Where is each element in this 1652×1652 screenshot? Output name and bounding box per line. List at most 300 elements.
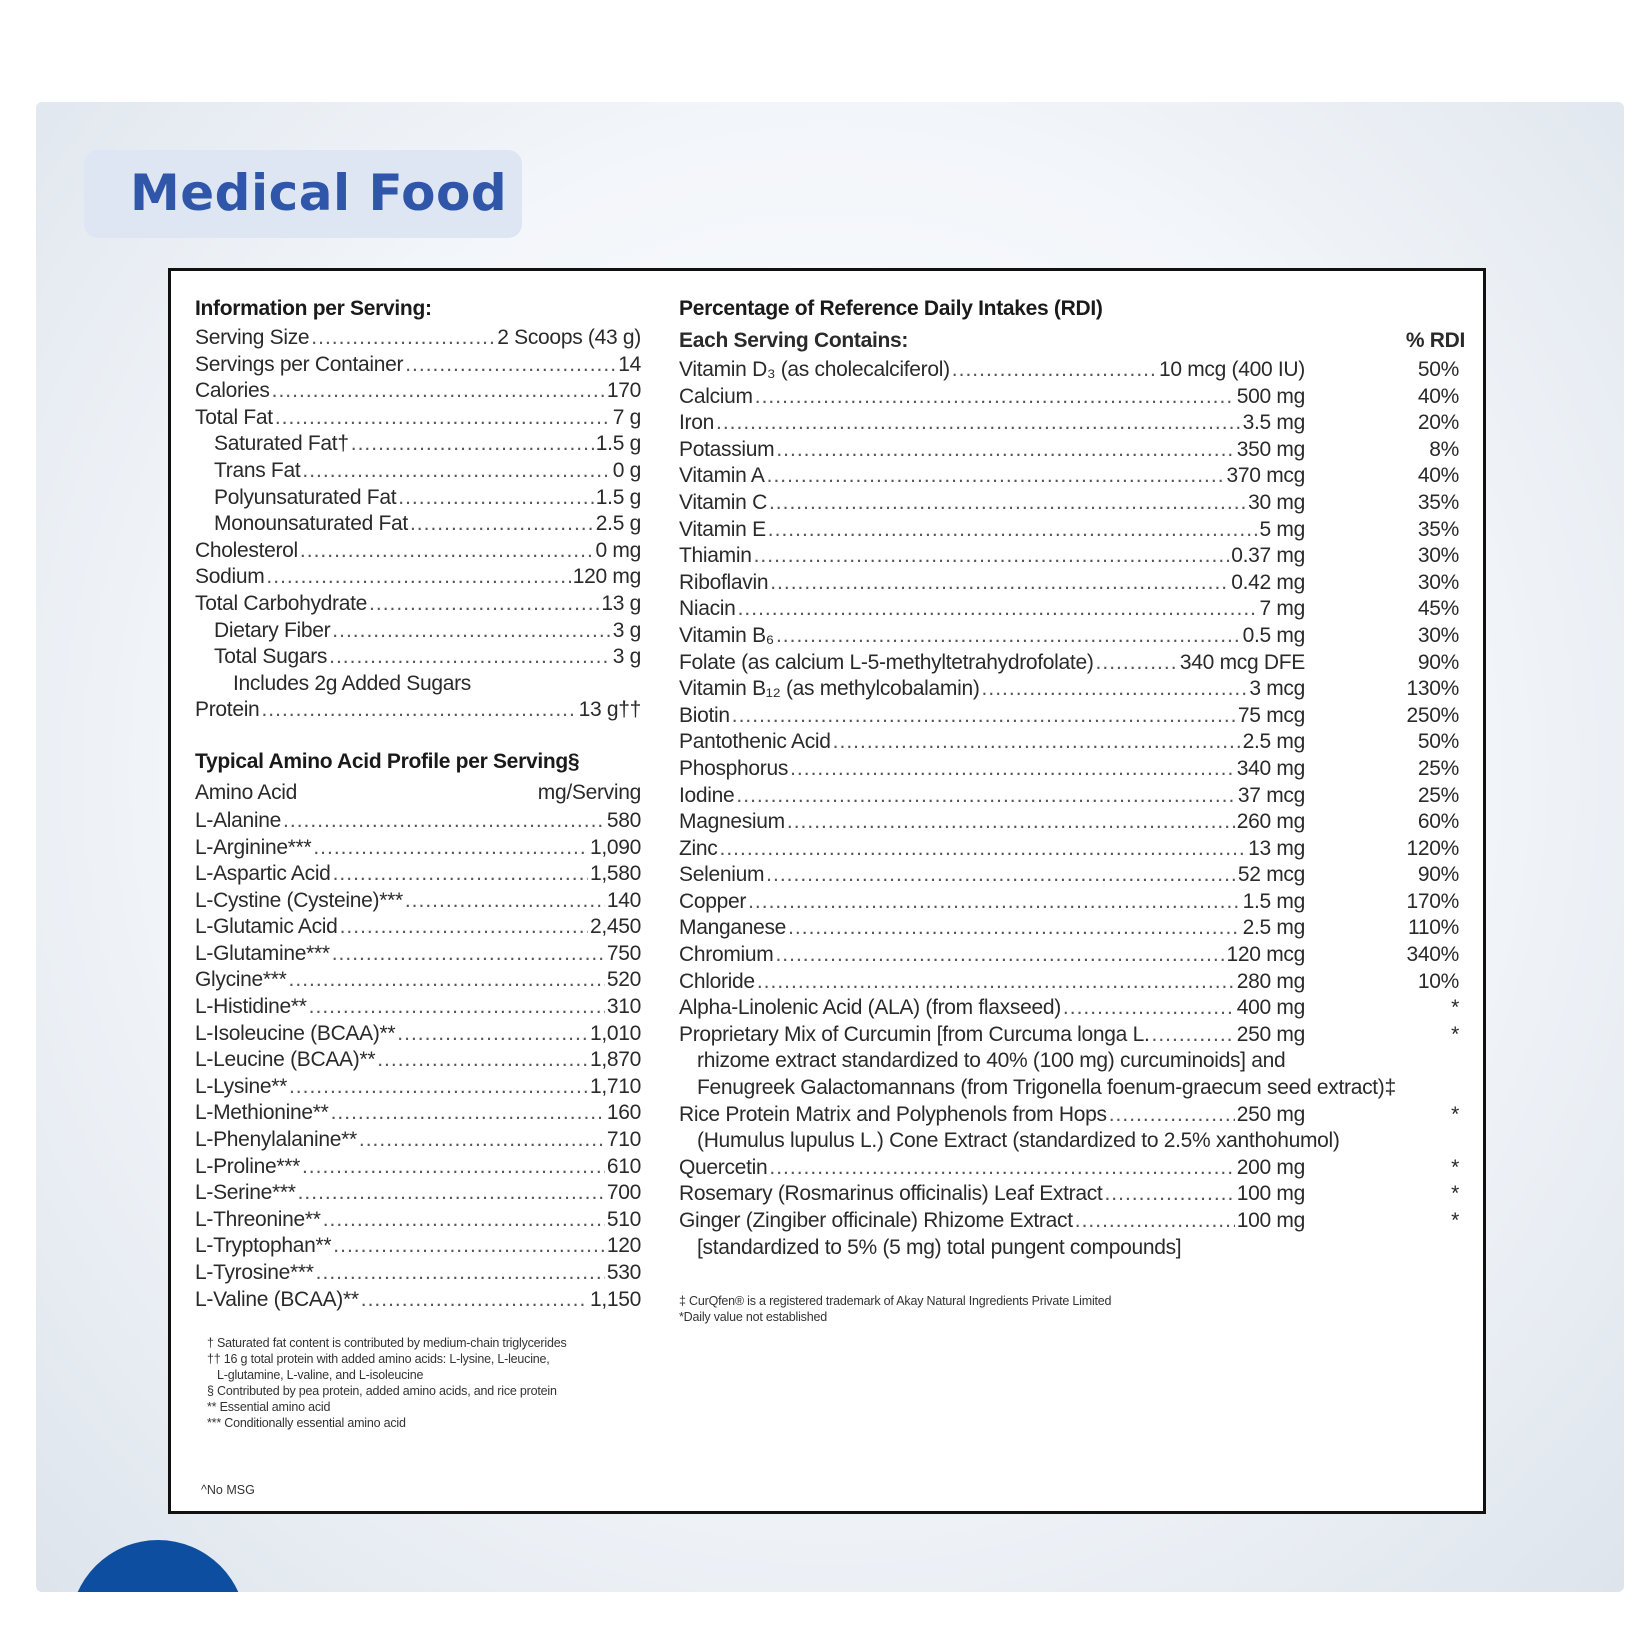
dot-leader bbox=[275, 405, 611, 432]
info-value: 13 g bbox=[601, 591, 641, 615]
dot-leader bbox=[369, 591, 599, 618]
rdi-row bbox=[679, 942, 1465, 969]
right-column bbox=[679, 293, 1465, 1261]
dot-leader bbox=[300, 538, 594, 565]
dot-leader bbox=[361, 1287, 588, 1314]
footnote-line: *** Conditionally essential amino acid bbox=[207, 1416, 406, 1430]
rdi-value: 250 mg bbox=[1236, 1102, 1305, 1126]
dot-leader bbox=[768, 517, 1258, 544]
amino-row bbox=[195, 808, 641, 835]
rdi-percent: 250% bbox=[1406, 703, 1459, 727]
rdi-main bbox=[679, 437, 1305, 464]
rdi-value: 10 mcg (400 IU) bbox=[1158, 358, 1305, 381]
decorative-circle bbox=[70, 1540, 246, 1592]
rdi-row bbox=[679, 1022, 1465, 1049]
amino-value: 530 bbox=[606, 1261, 641, 1284]
amino-label: L-Glutamine*** bbox=[195, 941, 330, 965]
amino-label: L-Valine (BCAA)** bbox=[195, 1287, 359, 1311]
rdi-main bbox=[679, 889, 1305, 916]
dot-leader bbox=[272, 378, 605, 405]
rdi-label: Pantothenic Acid bbox=[679, 730, 831, 754]
info-row bbox=[195, 325, 641, 352]
rdi-row bbox=[679, 756, 1465, 783]
rdi-label: Vitamin B₆ bbox=[679, 623, 774, 647]
rdi-value: 260 mg bbox=[1236, 810, 1305, 834]
rdi-main bbox=[679, 676, 1305, 703]
amino-label: L-Tyrosine*** bbox=[195, 1261, 314, 1284]
rdi-percent: * bbox=[1451, 1182, 1459, 1206]
amino-row bbox=[195, 835, 641, 862]
info-label: Protein bbox=[195, 698, 260, 722]
rdi-value: 370 mcg bbox=[1226, 464, 1305, 488]
dot-leader bbox=[309, 994, 605, 1021]
rdi-row bbox=[679, 490, 1465, 517]
rdi-row bbox=[679, 915, 1465, 942]
info-row bbox=[195, 591, 641, 618]
rdi-row bbox=[679, 437, 1465, 464]
info-label: Monounsaturated Fat bbox=[214, 512, 408, 536]
rdi-value: 340 mg bbox=[1236, 756, 1305, 780]
amino-row bbox=[195, 861, 641, 888]
dot-leader bbox=[952, 357, 1157, 384]
info-label: Total Sugars bbox=[214, 645, 328, 669]
amino-value: 1,150 bbox=[589, 1287, 641, 1311]
rdi-row bbox=[679, 889, 1465, 916]
rdi-row bbox=[679, 995, 1465, 1022]
info-value: 13 g†† bbox=[578, 698, 641, 722]
rdi-percent: * bbox=[1451, 1102, 1459, 1126]
rdi-label: Niacin bbox=[679, 597, 736, 621]
amino-value: 120 bbox=[606, 1234, 641, 1258]
info-value: 1.5 g bbox=[595, 432, 641, 456]
rdi-row bbox=[679, 623, 1465, 650]
rdi-row bbox=[679, 650, 1465, 677]
rdi-main bbox=[679, 995, 1305, 1022]
amino-footnotes bbox=[207, 1335, 627, 1431]
dot-leader bbox=[776, 437, 1234, 464]
rdi-percent: 60% bbox=[1417, 810, 1459, 834]
dot-leader bbox=[787, 809, 1235, 836]
rdi-pct-header: % RDI bbox=[1405, 329, 1465, 352]
rdi-label: Magnesium bbox=[679, 810, 785, 834]
rdi-row bbox=[679, 809, 1465, 836]
dot-leader bbox=[316, 1260, 605, 1287]
amino-value: 2,450 bbox=[589, 915, 641, 939]
dot-leader bbox=[1152, 1022, 1235, 1049]
rdi-percent: * bbox=[1451, 1022, 1459, 1046]
rdi-main bbox=[679, 357, 1305, 384]
amino-col-label: Amino Acid bbox=[195, 780, 298, 804]
dot-leader bbox=[1075, 1208, 1235, 1235]
rdi-percent: 25% bbox=[1417, 783, 1459, 807]
rdi-label: Vitamin E bbox=[679, 517, 766, 541]
rdi-label: Manganese bbox=[679, 916, 787, 940]
info-label: Trans Fat bbox=[214, 458, 301, 482]
rdi-value: 340 mcg DFE bbox=[1179, 650, 1305, 674]
info-label: Servings per Container bbox=[195, 352, 404, 376]
rdi-label: Selenium bbox=[679, 863, 765, 887]
dot-leader bbox=[732, 703, 1236, 730]
rdi-main bbox=[679, 1022, 1305, 1049]
dot-leader bbox=[261, 697, 576, 724]
dot-leader bbox=[748, 889, 1241, 916]
amino-row bbox=[195, 941, 641, 968]
dot-leader bbox=[776, 623, 1241, 650]
amino-value: 520 bbox=[606, 968, 641, 992]
dot-leader bbox=[332, 941, 605, 968]
rdi-percent: 10% bbox=[1417, 969, 1459, 993]
rdi-label: Chloride bbox=[679, 969, 755, 993]
rdi-value: 5 mg bbox=[1259, 517, 1305, 541]
info-label: Includes 2g Added Sugars bbox=[233, 671, 471, 695]
footnote-line: L-glutamine, L-valine, and L-isoleucine bbox=[217, 1368, 424, 1382]
rdi-percent: 40% bbox=[1417, 384, 1459, 408]
dot-leader bbox=[323, 1207, 605, 1234]
info-row bbox=[195, 697, 641, 724]
rdi-value: 37 mcg bbox=[1237, 783, 1305, 807]
rdi-value: 0.42 mg bbox=[1231, 570, 1305, 594]
info-label: Total Fat bbox=[195, 405, 273, 429]
amino-value: 1,870 bbox=[589, 1048, 641, 1072]
rdi-percent: 25% bbox=[1417, 756, 1459, 780]
rdi-continuation: Fenugreek Galactomannans (from Trigonella foenum-graecum seed extract)‡ bbox=[697, 1076, 1396, 1100]
rdi-percent: * bbox=[1451, 1209, 1459, 1232]
rdi-main bbox=[679, 517, 1305, 544]
info-value: 0 mg bbox=[595, 538, 641, 562]
rdi-value: 2.5 mg bbox=[1242, 916, 1305, 940]
rdi-label: Copper bbox=[679, 889, 747, 913]
dot-leader bbox=[331, 1100, 605, 1127]
rdi-label: Vitamin D₃ (as cholecalciferol) bbox=[679, 358, 950, 381]
rdi-row bbox=[679, 729, 1465, 756]
info-list bbox=[195, 325, 641, 724]
info-row bbox=[195, 538, 641, 565]
rdi-main bbox=[679, 942, 1305, 969]
info-row bbox=[195, 485, 641, 512]
dot-leader bbox=[333, 1233, 605, 1260]
rdi-percent: 90% bbox=[1417, 863, 1459, 887]
dot-leader bbox=[775, 942, 1224, 969]
amino-label: L-Glutamic Acid bbox=[195, 915, 338, 939]
rdi-main bbox=[679, 490, 1305, 517]
amino-row bbox=[195, 1047, 641, 1074]
rdi-continuation: [standardized to 5% (5 mg) total pungent compounds] bbox=[697, 1235, 1182, 1259]
amino-row bbox=[195, 1260, 641, 1287]
info-value: 7 g bbox=[612, 405, 641, 429]
amino-label: L-Lysine** bbox=[195, 1074, 287, 1098]
info-value: 170 bbox=[606, 379, 641, 403]
footnote-line: *Daily value not established bbox=[679, 1310, 827, 1324]
rdi-value: 350 mg bbox=[1236, 437, 1305, 461]
rdi-percent: 50% bbox=[1417, 730, 1459, 754]
info-row bbox=[195, 671, 641, 698]
rdi-main bbox=[679, 410, 1305, 437]
rdi-value: 75 mcg bbox=[1237, 703, 1305, 727]
rdi-percent: 30% bbox=[1417, 544, 1459, 568]
dot-leader bbox=[1096, 650, 1178, 677]
rdi-percent: 110% bbox=[1408, 916, 1459, 940]
dot-leader bbox=[311, 325, 495, 352]
dot-leader bbox=[790, 756, 1235, 783]
dot-leader bbox=[302, 458, 610, 485]
dot-leader bbox=[410, 511, 594, 538]
rdi-label: Iron bbox=[679, 411, 714, 435]
dot-leader bbox=[313, 835, 588, 862]
content-card bbox=[36, 102, 1624, 1592]
rdi-main bbox=[679, 623, 1305, 650]
dot-leader bbox=[1109, 1102, 1235, 1129]
rdi-percent: * bbox=[1451, 1155, 1459, 1179]
amino-row bbox=[195, 1207, 641, 1234]
amino-row bbox=[195, 967, 641, 994]
info-heading: Information per Serving: bbox=[195, 297, 432, 320]
amino-label: L-Leucine (BCAA)** bbox=[195, 1048, 376, 1072]
amino-value: 140 bbox=[606, 888, 641, 912]
rdi-label: Potassium bbox=[679, 437, 775, 461]
info-label: Saturated Fat† bbox=[214, 432, 349, 456]
amino-value: 710 bbox=[606, 1128, 641, 1152]
rdi-row bbox=[679, 517, 1465, 544]
dot-leader bbox=[736, 783, 1236, 810]
dot-leader bbox=[770, 570, 1229, 597]
dot-leader bbox=[982, 676, 1248, 703]
rdi-value: 250 mg bbox=[1236, 1022, 1305, 1046]
info-row bbox=[195, 618, 641, 645]
rdi-value: 280 mg bbox=[1236, 969, 1305, 993]
rdi-row bbox=[679, 596, 1465, 623]
info-value: 2.5 g bbox=[595, 512, 641, 536]
amino-label: L-Arginine*** bbox=[195, 835, 312, 859]
rdi-value: 100 mg bbox=[1236, 1209, 1305, 1232]
rdi-main bbox=[679, 543, 1305, 570]
dot-leader bbox=[377, 1047, 588, 1074]
dot-leader bbox=[738, 596, 1258, 623]
dot-leader bbox=[1063, 995, 1235, 1022]
no-msg-note: ^No MSG bbox=[201, 1483, 255, 1497]
rdi-label: Vitamin C bbox=[679, 490, 767, 514]
dot-leader bbox=[757, 969, 1235, 996]
rdi-row bbox=[679, 1155, 1465, 1182]
rdi-label: Folate (as calcium L-5-methyltetrahydrofolate) bbox=[679, 650, 1094, 674]
amino-label: L-Serine*** bbox=[195, 1181, 296, 1205]
rdi-label: Calcium bbox=[679, 384, 753, 408]
rdi-main bbox=[679, 809, 1305, 836]
dot-leader bbox=[788, 915, 1241, 942]
info-value: 2 Scoops (43 g) bbox=[497, 326, 641, 349]
rdi-value: 400 mg bbox=[1236, 996, 1305, 1020]
rdi-percent: 170% bbox=[1406, 889, 1459, 913]
info-label: Sodium bbox=[195, 565, 265, 589]
rdi-percent: 45% bbox=[1417, 597, 1459, 621]
rdi-percent: 8% bbox=[1429, 437, 1459, 461]
dot-leader bbox=[266, 564, 570, 591]
info-value: 0 g bbox=[612, 458, 641, 482]
page-title: Medical Food bbox=[130, 164, 508, 222]
dot-leader bbox=[283, 808, 605, 835]
info-row bbox=[195, 644, 641, 671]
amino-label: L-Isoleucine (BCAA)** bbox=[195, 1021, 396, 1045]
info-row bbox=[195, 511, 641, 538]
rdi-row bbox=[679, 703, 1465, 730]
amino-label: L-Alanine bbox=[195, 808, 282, 832]
rdi-percent: 20% bbox=[1417, 411, 1459, 435]
info-value: 120 mg bbox=[572, 565, 641, 589]
info-label: Total Carbohydrate bbox=[195, 591, 368, 615]
rdi-main bbox=[679, 729, 1305, 756]
dot-leader bbox=[716, 410, 1241, 437]
dot-leader bbox=[719, 836, 1246, 863]
rdi-percent: 340% bbox=[1406, 943, 1459, 967]
amino-label: L-Proline*** bbox=[195, 1154, 300, 1178]
rdi-row bbox=[679, 1208, 1465, 1235]
rdi-label: Ginger (Zingiber officinale) Rhizome Extract bbox=[679, 1209, 1073, 1232]
amino-row bbox=[195, 914, 641, 941]
rdi-value: 200 mg bbox=[1236, 1155, 1305, 1179]
amino-value: 510 bbox=[606, 1207, 641, 1231]
amino-column-headers bbox=[195, 778, 641, 808]
rdi-value: 100 mg bbox=[1236, 1182, 1305, 1206]
rdi-value: 52 mcg bbox=[1237, 863, 1305, 887]
rdi-main bbox=[679, 836, 1305, 863]
amino-row bbox=[195, 1127, 641, 1154]
amino-value: 700 bbox=[606, 1181, 641, 1205]
rdi-row bbox=[679, 463, 1465, 490]
rdi-label: Zinc bbox=[679, 836, 718, 860]
rdi-label: Quercetin bbox=[679, 1155, 768, 1179]
info-row bbox=[195, 378, 641, 405]
rdi-value: 0.37 mg bbox=[1231, 544, 1305, 568]
rdi-label: Riboflavin bbox=[679, 570, 769, 594]
rdi-row bbox=[679, 357, 1465, 384]
amino-col-value: mg/Serving bbox=[537, 780, 641, 804]
rdi-value: 120 mcg bbox=[1226, 943, 1305, 967]
rdi-row bbox=[679, 969, 1465, 996]
info-row bbox=[195, 564, 641, 591]
rdi-main bbox=[679, 862, 1305, 889]
info-row bbox=[195, 405, 641, 432]
amino-heading: Typical Amino Acid Profile per Serving§ bbox=[195, 749, 580, 773]
rdi-main bbox=[679, 384, 1305, 411]
rdi-subheading: Each Serving Contains: bbox=[679, 329, 909, 352]
left-column bbox=[195, 293, 641, 1313]
rdi-row bbox=[679, 1181, 1465, 1208]
rdi-row bbox=[679, 1102, 1465, 1129]
amino-value: 310 bbox=[606, 995, 641, 1019]
amino-list bbox=[195, 808, 641, 1313]
amino-label: L-Cystine (Cysteine)*** bbox=[195, 888, 403, 912]
amino-label: L-Histidine** bbox=[195, 995, 307, 1019]
rdi-percent: 120% bbox=[1406, 836, 1459, 860]
amino-row bbox=[195, 1074, 641, 1101]
rdi-label: Vitamin A bbox=[679, 464, 765, 488]
dot-leader bbox=[351, 431, 594, 458]
rdi-label: Proprietary Mix of Curcumin [from Curcuma longa L. bbox=[679, 1022, 1150, 1046]
amino-value: 1,710 bbox=[589, 1074, 641, 1098]
footnote-line: ** Essential amino acid bbox=[207, 1400, 331, 1414]
rdi-main bbox=[679, 1208, 1305, 1235]
rdi-value: 13 mg bbox=[1248, 836, 1305, 860]
rdi-value: 3 mcg bbox=[1249, 677, 1305, 701]
rdi-percent: 50% bbox=[1417, 358, 1459, 381]
rdi-percent: 30% bbox=[1417, 623, 1459, 647]
dot-leader bbox=[766, 862, 1236, 889]
dot-leader bbox=[329, 644, 611, 671]
dot-leader bbox=[767, 463, 1225, 490]
rdi-main bbox=[679, 783, 1305, 810]
rdi-row bbox=[679, 862, 1465, 889]
dot-leader bbox=[359, 1127, 605, 1154]
info-label: Dietary Fiber bbox=[214, 618, 331, 642]
info-label: Serving Size bbox=[195, 326, 310, 349]
dot-leader bbox=[333, 861, 588, 888]
rdi-main bbox=[679, 1155, 1305, 1182]
rdi-main bbox=[679, 969, 1305, 996]
info-row bbox=[195, 431, 641, 458]
amino-value: 1,580 bbox=[589, 862, 641, 886]
rdi-value: 7 mg bbox=[1259, 597, 1305, 621]
amino-value: 750 bbox=[606, 941, 641, 965]
amino-label: L-Methionine** bbox=[195, 1101, 329, 1125]
rdi-value: 2.5 mg bbox=[1242, 730, 1305, 754]
rdi-main bbox=[679, 915, 1305, 942]
rdi-percent: 35% bbox=[1417, 517, 1459, 541]
rdi-label: Biotin bbox=[679, 703, 730, 727]
dot-leader bbox=[769, 490, 1246, 517]
rdi-continuation: (Humulus lupulus L.) Cone Extract (standardized to 2.5% xanthohumol) bbox=[697, 1129, 1340, 1153]
info-row bbox=[195, 352, 641, 379]
amino-label: L-Aspartic Acid bbox=[195, 862, 331, 886]
rdi-label: Thiamin bbox=[679, 544, 752, 568]
amino-value: 1,010 bbox=[589, 1021, 641, 1045]
dot-leader bbox=[769, 1155, 1234, 1182]
dot-leader bbox=[289, 1074, 588, 1101]
rdi-heading: Percentage of Reference Daily Intakes (RDI) bbox=[679, 297, 1103, 320]
dot-leader bbox=[398, 485, 594, 512]
rdi-label: Chromium bbox=[679, 943, 774, 967]
rdi-continuation: rhizome extract standardized to 40% (100 mg) curcuminoids] and bbox=[697, 1049, 1286, 1073]
rdi-main bbox=[679, 570, 1305, 597]
rdi-row bbox=[679, 384, 1465, 411]
footnote-line: ‡ CurQfen® is a registered trademark of Akay Natural Ingredients Private Limited bbox=[679, 1294, 1112, 1308]
amino-row bbox=[195, 1154, 641, 1181]
dot-leader bbox=[405, 352, 616, 379]
rdi-label: Phosphorus bbox=[679, 756, 789, 780]
amino-value: 160 bbox=[606, 1101, 641, 1125]
dot-leader bbox=[833, 729, 1241, 756]
rdi-subheader bbox=[679, 325, 1465, 357]
dot-leader bbox=[289, 967, 605, 994]
rdi-row bbox=[679, 543, 1465, 570]
rdi-list bbox=[679, 357, 1465, 1261]
rdi-main bbox=[679, 703, 1305, 730]
rdi-main bbox=[679, 1102, 1305, 1129]
amino-row bbox=[195, 1233, 641, 1260]
amino-row bbox=[195, 1180, 641, 1207]
dot-leader bbox=[1104, 1181, 1234, 1208]
rdi-row bbox=[679, 410, 1465, 437]
dot-leader bbox=[755, 384, 1235, 411]
dot-leader bbox=[754, 543, 1230, 570]
info-value: 3 g bbox=[612, 645, 641, 669]
rdi-value: 500 mg bbox=[1236, 384, 1305, 408]
supplement-facts-panel bbox=[168, 268, 1486, 1514]
rdi-value: 30 mg bbox=[1248, 490, 1305, 514]
info-value: 14 bbox=[618, 352, 641, 376]
footnote-line: § Contributed by pea protein, added amino acids, and rice protein bbox=[207, 1384, 557, 1398]
rdi-value: 3.5 mg bbox=[1242, 411, 1305, 435]
amino-row bbox=[195, 888, 641, 915]
info-value: 3 g bbox=[612, 618, 641, 642]
